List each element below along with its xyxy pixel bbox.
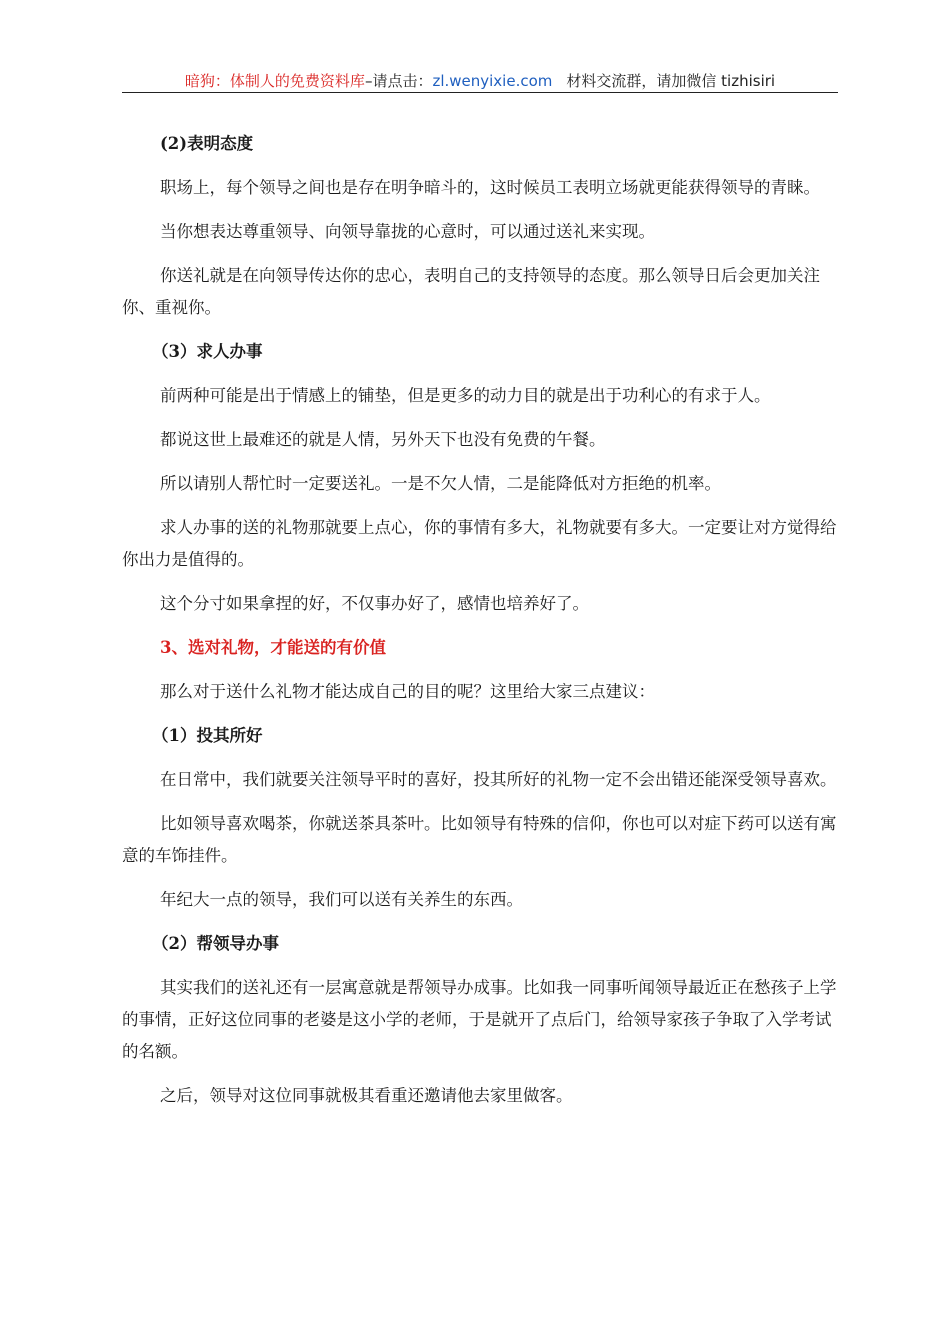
subheading-preferences: （1）投其所好: [152, 726, 263, 745]
subheading-attitude: (2)表明态度: [160, 134, 254, 153]
paragraph: 前两种可能是出于情感上的铺垫，但是更多的动力目的就是出于功利心的有求于人。: [160, 386, 771, 405]
paragraph: 这个分寸如果拿捏的好，不仅事办好了，感情也培养好了。: [160, 594, 589, 613]
subheading-ask-favor: （3）求人办事: [152, 342, 263, 361]
section-heading: 3、选对礼物，才能送的有价值: [160, 638, 386, 657]
header-group-info: 材料交流群，请加微信 tizhisiri: [566, 72, 776, 90]
paragraph: 所以请别人帮忙时一定要送礼。一是不欠人情，二是能降低对方拒绝的机率。: [160, 474, 721, 493]
subheading-help-leader: （2）帮领导办事: [152, 934, 279, 953]
paragraph: 你送礼就是在向领导传达你的忠心，表明自己的支持领导的态度。那么领导日后会更加关注你、重视你。: [122, 266, 820, 317]
paragraph: 其实我们的送礼还有一层寓意就是帮领导办成事。比如我一同事听闻领导最近正在愁孩子上学的事情，正好这位同事的老婆是这小学的老师，于是就开了点后门，给领导家孩子争取了入学考试的名额。: [122, 978, 837, 1061]
paragraph: 那么对于送什么礼物才能达成自己的目的呢？这里给大家三点建议：: [160, 682, 655, 701]
header-cta: –请点击：: [364, 72, 433, 90]
paragraph: 年纪大一点的领导，我们可以送有关养生的东西。: [160, 890, 523, 909]
page-header: [122, 70, 838, 93]
paragraph: 之后，领导对这位同事就极其看重还邀请他去家里做客。: [160, 1086, 573, 1105]
header-url-link[interactable]: zl.wenyixie.com: [432, 72, 553, 90]
paragraph: 求人办事的送的礼物那就要上点心，你的事情有多大，礼物就要有多大。一定要让对方觉得给你出力是值得的。: [122, 518, 837, 569]
header-brand: 暗狗：体制人的免费资料库: [184, 72, 365, 90]
document-body: [122, 128, 838, 1124]
paragraph: 职场上，每个领导之间也是存在明争暗斗的，这时候员工表明立场就更能获得领导的青睐。: [160, 178, 820, 197]
paragraph: 比如领导喜欢喝茶，你就送茶具茶叶。比如领导有特殊的信仰，你也可以对症下药可以送有寓意的车饰挂件。: [122, 814, 837, 865]
paragraph: 都说这世上最难还的就是人情，另外天下也没有免费的午餐。: [160, 430, 606, 449]
paragraph: 当你想表达尊重领导、向领导靠拢的心意时，可以通过送礼来实现。: [160, 222, 655, 241]
paragraph: 在日常中，我们就要关注领导平时的喜好，投其所好的礼物一定不会出错还能深受领导喜欢。: [160, 770, 837, 789]
